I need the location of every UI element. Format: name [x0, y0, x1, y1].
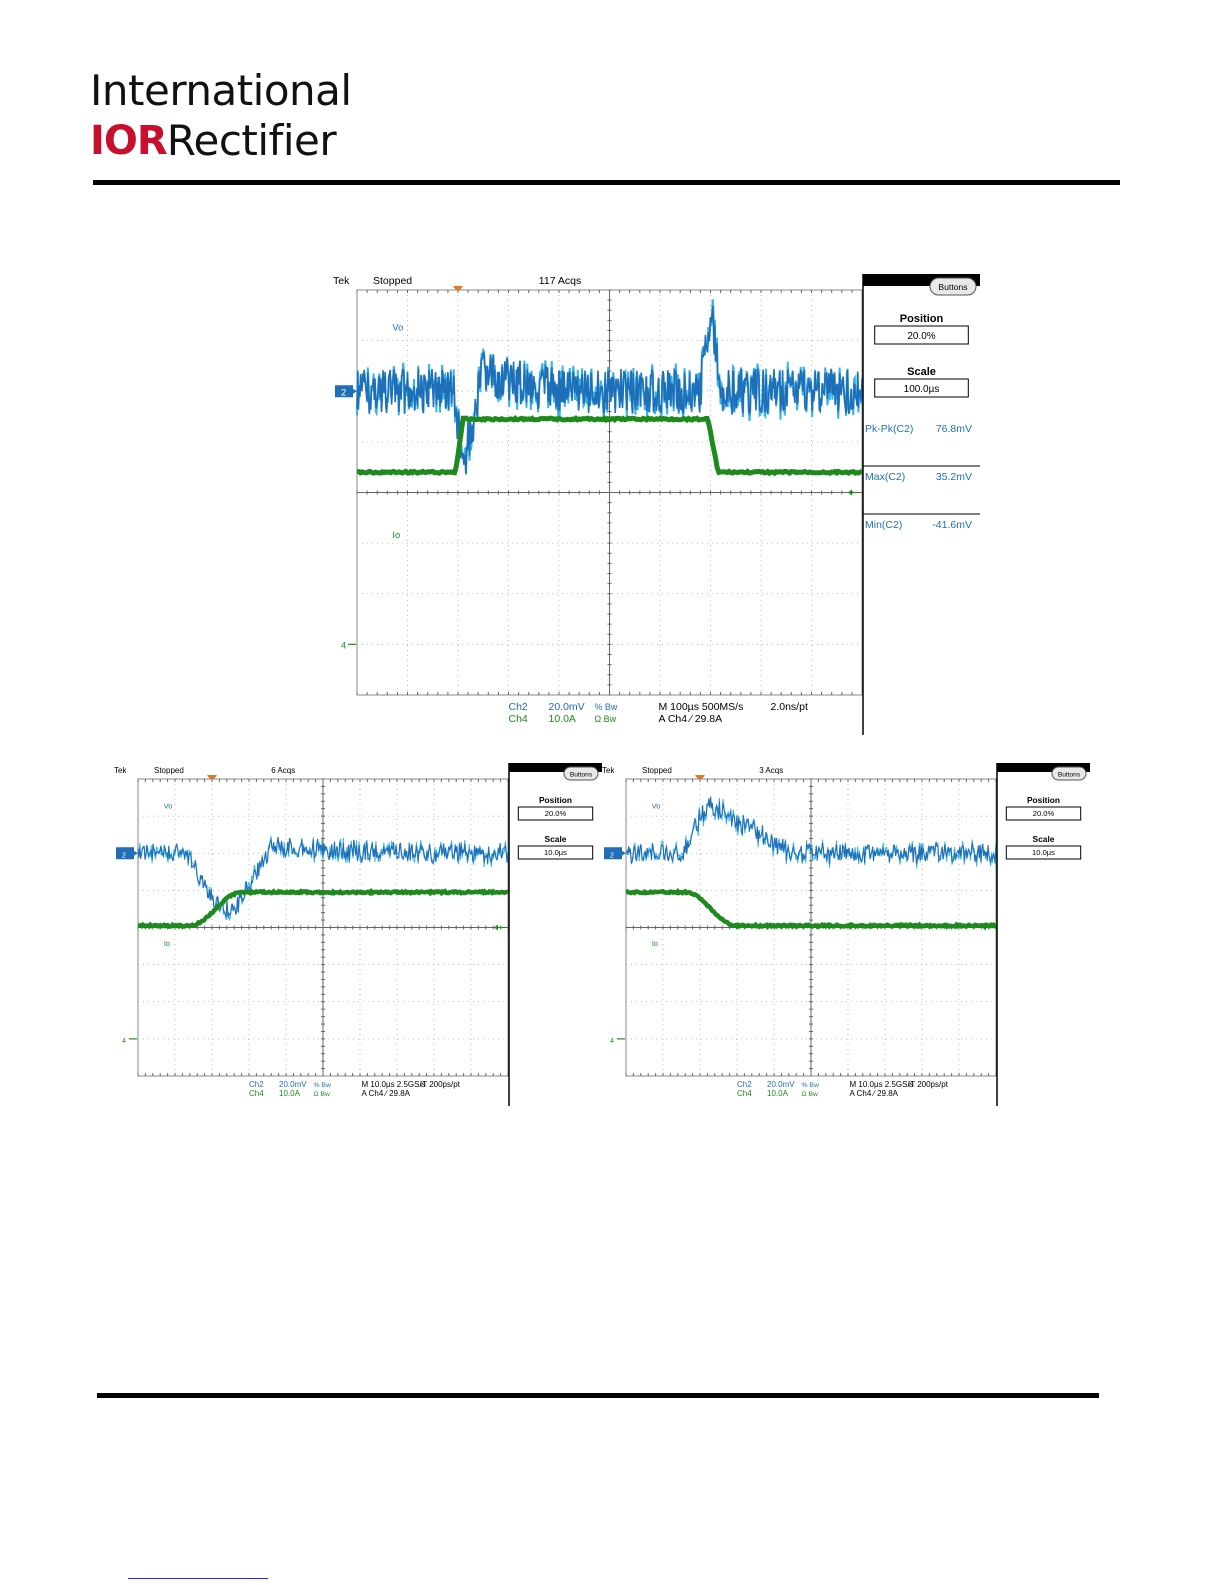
timebase-readout: M 10.0µs 2.5GS/s — [361, 1080, 426, 1089]
scope-svg-step-up — [114, 766, 600, 1108]
acquisition-status: Stopped — [642, 766, 672, 775]
scale-label: Scale — [1032, 834, 1055, 844]
ch4-readout-label: Ch4 — [737, 1089, 752, 1098]
ch4-marker-label: 4 — [610, 1035, 614, 1045]
scale-value: 100.0µs — [903, 384, 940, 395]
resolution-readout: 2.0ns/pt — [770, 701, 808, 713]
footer-link-underline — [128, 1578, 268, 1579]
scope-brand-label: Tek — [333, 275, 350, 287]
vo-trace-label: Vo — [651, 801, 661, 811]
ch4-coupling-readout: Ω Bw — [594, 714, 617, 724]
vo-trace-label: Vo — [163, 801, 173, 811]
measurement-value: -41.6mV — [932, 519, 972, 531]
ch4-marker-label: 4 — [341, 640, 347, 652]
oscilloscope-step-down — [602, 766, 1088, 1108]
ch2-marker-label: 2 — [122, 850, 126, 860]
ch2-scale-readout: 20.0mV — [548, 701, 585, 713]
scope-svg-step-down — [602, 766, 1088, 1108]
position-label: Position — [899, 313, 944, 325]
ch2-marker-arrow-icon — [621, 850, 626, 856]
scope-brand-label: Tek — [114, 766, 127, 775]
position-label: Position — [1026, 795, 1061, 805]
buttons-button-label: Buttons — [569, 771, 593, 779]
logo-rectifier-text: Rectifier — [166, 116, 337, 165]
logo-ior-mark: IOR — [90, 118, 167, 164]
acquisition-count: 117 Acqs — [538, 275, 582, 287]
io-trace-label: Io — [163, 939, 170, 949]
vo-trace-label: Vo — [392, 322, 404, 334]
company-logo — [90, 68, 370, 168]
ch2-coupling-readout: % Bw — [801, 1082, 819, 1089]
ch4-scale-readout: 10.0A — [548, 713, 576, 725]
scale-value: 10.0µs — [544, 848, 567, 857]
position-value: 20.0% — [1032, 809, 1055, 818]
ch2-coupling-readout: % Bw — [313, 1082, 331, 1089]
acquisition-status: Stopped — [154, 766, 184, 775]
measurement-value: 35.2mV — [935, 471, 972, 483]
buttons-button-label: Buttons — [938, 282, 968, 293]
trigger-readout: A Ch4 ⁄ 29.8A — [658, 713, 723, 725]
ch4-scale-readout: 10.0A — [279, 1089, 300, 1098]
ch2-readout-label: Ch2 — [249, 1080, 264, 1089]
measurement-label: Min(C2) — [865, 519, 903, 531]
scale-label: Scale — [544, 834, 567, 844]
logo-line-international: International — [90, 66, 352, 115]
position-value: 20.0% — [907, 331, 936, 342]
acquisition-count: 3 Acqs — [759, 766, 784, 775]
oscilloscope-step-up — [114, 766, 600, 1108]
acquisition-status: Stopped — [373, 275, 413, 287]
trigger-readout: A Ch4 ⁄ 29.8A — [849, 1089, 898, 1098]
ch2-marker-label: 2 — [610, 850, 614, 860]
measurement-label: Pk-Pk(C2) — [865, 423, 914, 435]
ch4-coupling-readout: Ω Bw — [313, 1091, 330, 1098]
resolution-readout: IT 200ps/pt — [908, 1080, 948, 1089]
ch4-scale-readout: 10.0A — [767, 1089, 788, 1098]
ch2-marker-arrow-icon — [133, 850, 138, 856]
ch4-coupling-readout: Ω Bw — [801, 1091, 818, 1098]
ch2-readout-label: Ch2 — [508, 701, 528, 713]
oscilloscope-main — [330, 270, 990, 735]
ch2-scale-readout: 20.0mV — [767, 1080, 795, 1089]
scope-svg-main — [330, 270, 990, 735]
ch2-readout-label: Ch2 — [737, 1080, 752, 1089]
ch2-scale-readout: 20.0mV — [279, 1080, 307, 1089]
ch2-marker-arrow-icon — [352, 388, 357, 394]
trigger-readout: A Ch4 ⁄ 29.8A — [361, 1089, 410, 1098]
measurement-value: 76.8mV — [935, 423, 972, 435]
io-trace-label: Io — [651, 939, 658, 949]
ch2-marker-label: 2 — [341, 387, 347, 399]
io-trace-label: Io — [392, 530, 401, 542]
ch4-marker-label: 4 — [122, 1035, 126, 1045]
resolution-readout: IT 200ps/pt — [420, 1080, 460, 1089]
timebase-readout: M 100µs 500MS/s — [658, 701, 744, 713]
scale-label: Scale — [907, 366, 936, 378]
buttons-button-label: Buttons — [1057, 771, 1081, 779]
ch2-coupling-readout: % Bw — [594, 702, 618, 712]
acquisition-count: 6 Acqs — [271, 766, 296, 775]
measurement-label: Max(C2) — [865, 471, 906, 483]
scale-value: 10.0µs — [1032, 848, 1055, 857]
ch4-readout-label: Ch4 — [249, 1089, 264, 1098]
footer-rule — [97, 1393, 1099, 1398]
ch4-readout-label: Ch4 — [508, 713, 528, 725]
timebase-readout: M 10.0µs 2.5GS/s — [849, 1080, 914, 1089]
scope-brand-label: Tek — [602, 766, 615, 775]
position-value: 20.0% — [544, 809, 567, 818]
header-rule — [93, 180, 1120, 185]
position-label: Position — [538, 795, 573, 805]
logo-line-rectifier — [90, 118, 336, 164]
